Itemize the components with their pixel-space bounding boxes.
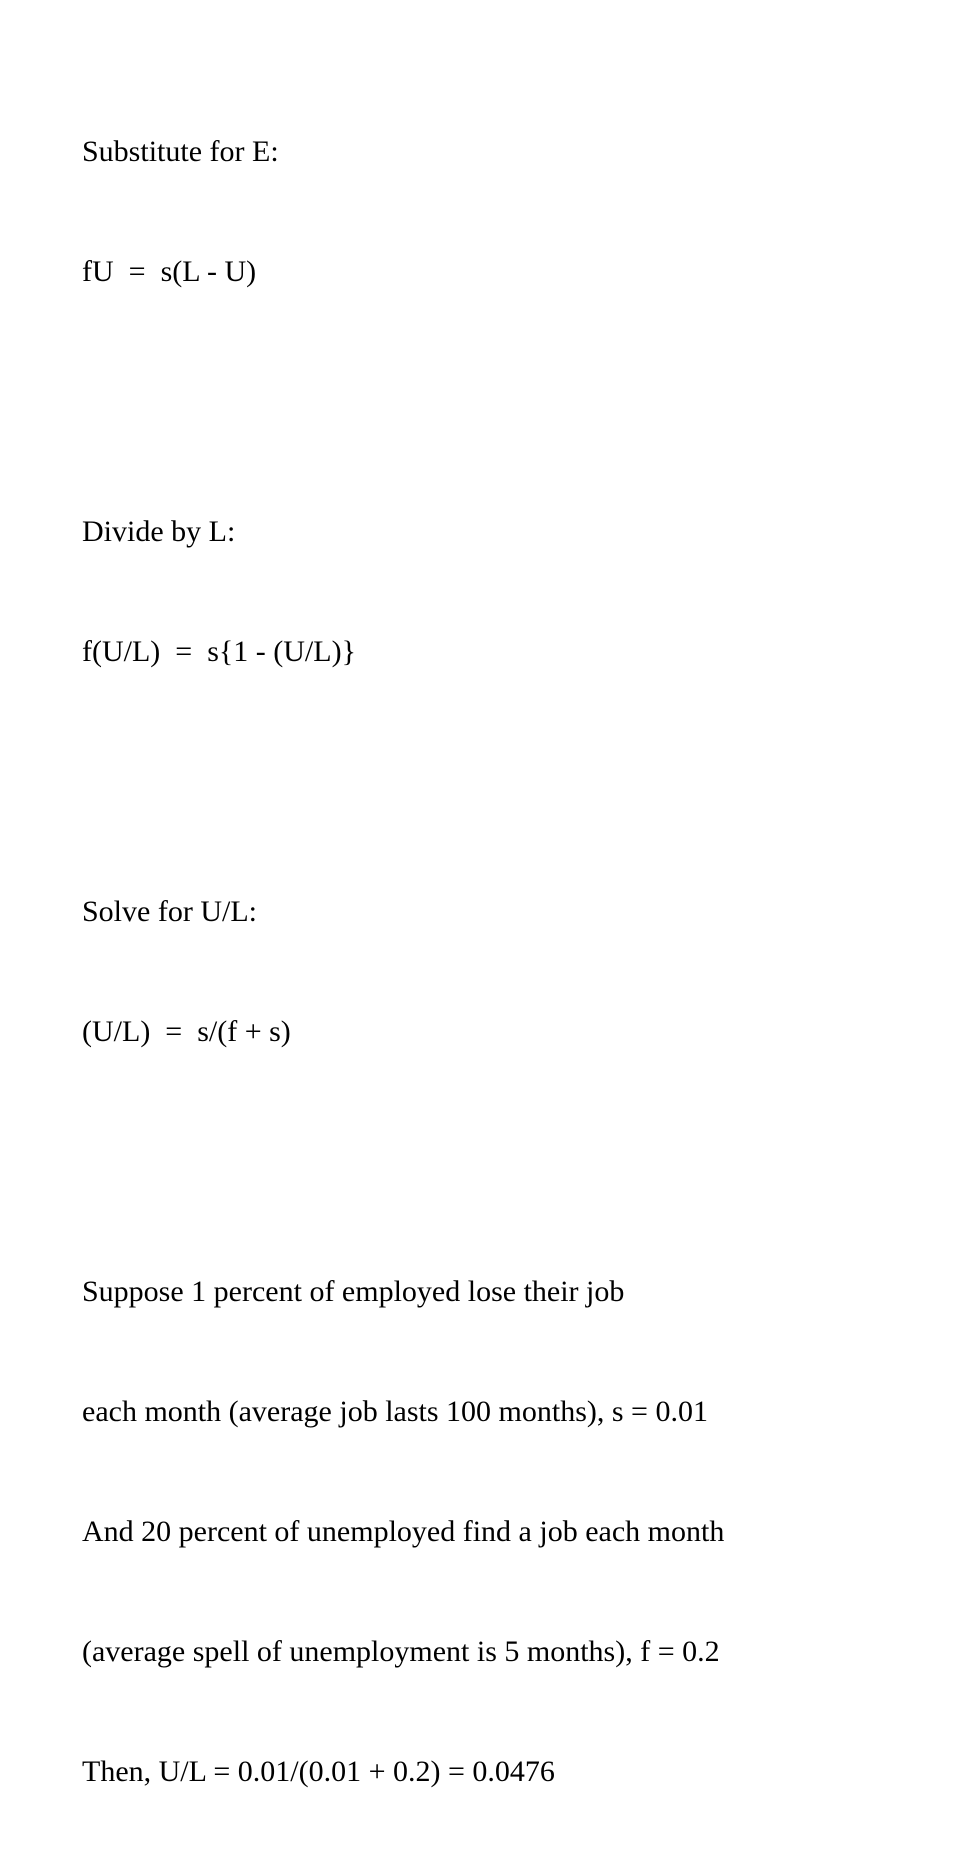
- example-line-3: And 20 percent of unemployed find a job each month: [82, 1515, 725, 1548]
- solve-equation: (U/L) = s/(f + s): [82, 1015, 291, 1048]
- substitute-equation: fU = s(L - U): [82, 255, 257, 288]
- divide-heading: Divide by L:: [82, 515, 236, 548]
- slide-text: [82, 52, 724, 1872]
- example-line-1: Suppose 1 percent of employed lose their job: [82, 1275, 625, 1308]
- section-spacer: [82, 1132, 724, 1152]
- divide-equation: f(U/L) = s{1 - (U/L)}: [82, 635, 356, 668]
- section-spacer: [82, 752, 724, 772]
- example-line-2: each month (average job lasts 100 months), s = 0.01: [82, 1395, 708, 1428]
- example-line-4: (average spell of unemployment is 5 months), f = 0.2: [82, 1635, 720, 1668]
- substitute-heading: Substitute for E:: [82, 135, 279, 168]
- example-line-5: Then, U/L = 0.01/(0.01 + 0.2) = 0.0476: [82, 1755, 555, 1788]
- section-spacer: [82, 372, 724, 392]
- solve-heading: Solve for U/L:: [82, 895, 257, 928]
